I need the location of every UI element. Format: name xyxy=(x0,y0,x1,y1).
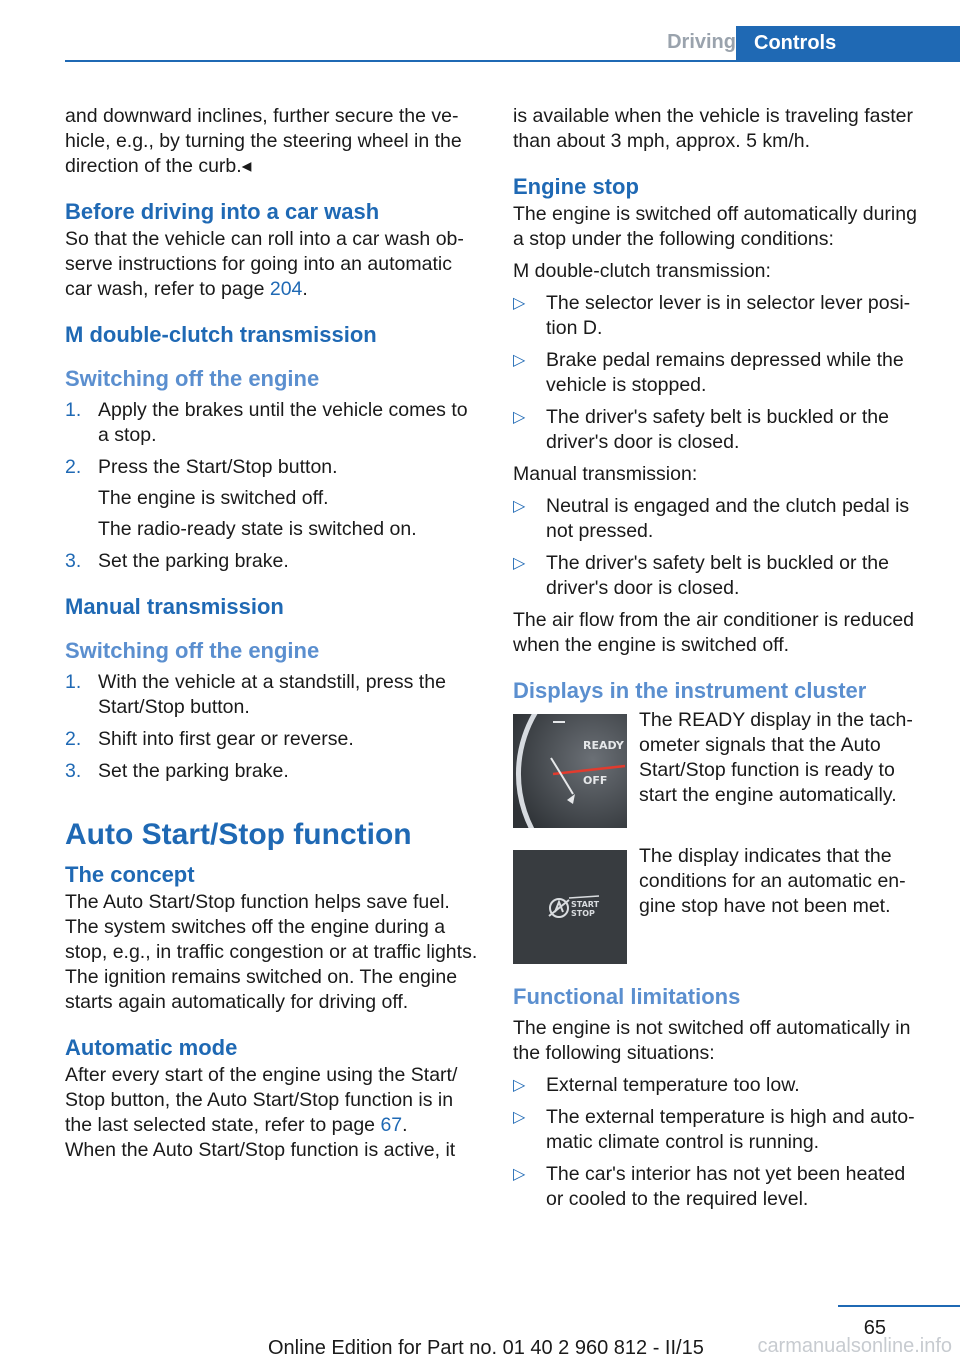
header-tab-controls: Controls xyxy=(736,26,960,62)
step-text: Set the parking brake. xyxy=(98,760,289,782)
triangle-bullet-icon: ▷ xyxy=(513,1109,526,1126)
triangle-bullet-icon: ▷ xyxy=(513,409,526,426)
edition-footer: Online Edition for Part no. 01 40 2 960 812 - II/15 xyxy=(268,1337,704,1359)
stop-label: STOP xyxy=(571,909,595,918)
figure-ready xyxy=(513,708,928,826)
step-subtext: The radio-ready state is switched on. xyxy=(98,518,417,540)
tachometer-ready-image xyxy=(513,714,627,828)
list-item-text: Neutral is engaged and the clutch pedal is not pressed. xyxy=(546,495,910,542)
mdct-conditions-list xyxy=(513,291,928,455)
triangle-bullet-icon: ▷ xyxy=(513,352,526,369)
auto-start-stop-unavailable-image xyxy=(513,850,627,964)
engine-stop-heading: Engine stop xyxy=(513,174,639,199)
step-text: Shift into first gear or reverse. xyxy=(98,728,354,750)
list-item xyxy=(65,727,480,752)
list-item xyxy=(513,348,928,398)
automode-text: After every start of the engine using the Start/ Stop button, the Auto Start/Stop function is in the last selected state, refer to page xyxy=(65,1064,458,1136)
ready-label: READY xyxy=(583,739,624,752)
carwash-text-end: . xyxy=(302,278,308,300)
list-item xyxy=(513,1073,928,1098)
list-item-text: The car's interior has not yet been heated or cooled to the required level. xyxy=(546,1163,906,1210)
mdct-subheading: Switching off the engine xyxy=(65,366,320,391)
step-text: Press the Start/Stop button. xyxy=(98,456,338,478)
displays-heading: Displays in the instrument cluster xyxy=(513,678,867,703)
list-item xyxy=(513,551,928,601)
step-subtext: The engine is switched off. xyxy=(98,487,329,509)
header-tab-driving: Driving xyxy=(667,31,736,53)
list-item-text: External temperature too low. xyxy=(546,1074,800,1096)
list-item xyxy=(513,405,928,455)
step-number: 2. xyxy=(65,456,82,478)
list-item-text: Brake pedal remains depressed while the vehicle is stopped. xyxy=(546,349,904,396)
step-text: With the vehicle at a standstill, press the Start/Stop button. xyxy=(98,671,446,718)
list-item xyxy=(65,549,480,574)
page-ref-link-67[interactable]: 67 xyxy=(380,1114,403,1136)
engine-stop-paragraph: The engine is switched off automatically during a stop under the following conditions: xyxy=(513,203,917,250)
limitations-list xyxy=(513,1073,928,1212)
triangle-bullet-icon: ▷ xyxy=(513,555,526,572)
automode-text-end: . xyxy=(402,1114,408,1136)
list-item xyxy=(513,1105,928,1155)
automode-heading: Automatic mode xyxy=(65,1035,238,1060)
step-number: 1. xyxy=(65,399,82,421)
mdct-heading: M double-clutch transmission xyxy=(65,322,377,347)
off-label: OFF xyxy=(583,774,608,787)
page-number: 65 xyxy=(863,1317,886,1339)
automode-paragraph-2: When the Auto Start/Stop function is active, it xyxy=(65,1139,456,1161)
step-number: 2. xyxy=(65,728,82,750)
carwash-text: So that the vehicle can roll into a car wash observe instructions for going into an automatic car wash, refer to page xyxy=(65,228,464,300)
step-number: 1. xyxy=(65,671,82,693)
page-ref-link-204[interactable]: 204 xyxy=(269,278,303,300)
carwash-paragraph xyxy=(65,227,480,302)
mdct-steps-list xyxy=(65,398,480,574)
intro-paragraph: and downward inclines, further secure the vehicle, e.g., by turning the steering wheel in the direction of the curb.◂ xyxy=(65,105,462,177)
concept-paragraph: The Auto Start/Stop function helps save fuel. The system switches off the engine during a stop, e.g., in traffic congestion or at traffic lights. The ignition remains switched on. The engine starts again automatically for driving off. xyxy=(65,891,478,1013)
triangle-bullet-icon: ▷ xyxy=(513,1166,526,1183)
page-header xyxy=(0,26,960,62)
step-number: 3. xyxy=(65,760,82,782)
concept-heading: The concept xyxy=(65,862,195,887)
mdct-label: M double-clutch transmission: xyxy=(513,260,771,282)
list-item xyxy=(513,1162,928,1212)
step-number: 3. xyxy=(65,550,82,572)
list-item xyxy=(65,398,480,448)
right-column xyxy=(513,104,928,1219)
list-item xyxy=(513,494,928,544)
footer-rule xyxy=(838,1305,960,1307)
section-title: Auto Start/Stop function xyxy=(65,818,412,851)
list-item xyxy=(65,759,480,784)
limitations-heading: Functional limitations xyxy=(513,984,741,1009)
figure-ready-caption: The READY display in the tachometer signals that the Auto Start/Stop function is ready to start the engine automatically. xyxy=(639,709,913,806)
list-item-text: The driver's safety belt is buckled or the driver's door is closed. xyxy=(546,406,889,453)
step-text: Apply the brakes until the vehicle comes to a stop. xyxy=(98,399,468,446)
manual-steps-list xyxy=(65,670,480,784)
triangle-bullet-icon: ▷ xyxy=(513,498,526,515)
triangle-bullet-icon: ▷ xyxy=(513,1077,526,1094)
carwash-heading: Before driving into a car wash xyxy=(65,199,380,224)
list-item-text: The driver's safety belt is buckled or the driver's door is closed. xyxy=(546,552,889,599)
list-item xyxy=(65,670,480,720)
start-label: START xyxy=(571,900,600,909)
triangle-bullet-icon: ▷ xyxy=(513,295,526,312)
list-item xyxy=(65,455,480,542)
figure-not-ready xyxy=(513,844,928,962)
continued-paragraph: is available when the vehicle is traveling faster than about 3 mph, approx. 5 km/h. xyxy=(513,105,913,152)
manual-label: Manual transmission: xyxy=(513,463,698,485)
header-rule xyxy=(65,60,960,62)
left-column xyxy=(65,104,480,1170)
limitations-paragraph: The engine is not switched off automatically in the following situations: xyxy=(513,1017,911,1064)
figure-not-ready-caption: The display indicates that the conditions for an automatic engine stop have not been met. xyxy=(639,845,906,917)
list-item-text: The selector lever is in selector lever position D. xyxy=(546,292,911,339)
list-item-text: The external temperature is high and automatic climate control is running. xyxy=(546,1106,915,1153)
automode-paragraph xyxy=(65,1063,480,1138)
list-item xyxy=(513,291,928,341)
watermark: carmanualsonline.info xyxy=(757,1335,952,1357)
manual-heading: Manual transmission xyxy=(65,594,284,619)
manual-subheading: Switching off the engine xyxy=(65,638,320,663)
step-text: Set the parking brake. xyxy=(98,550,289,572)
manual-conditions-list xyxy=(513,494,928,601)
airflow-paragraph: The air flow from the air conditioner is reduced when the engine is switched off. xyxy=(513,609,915,656)
